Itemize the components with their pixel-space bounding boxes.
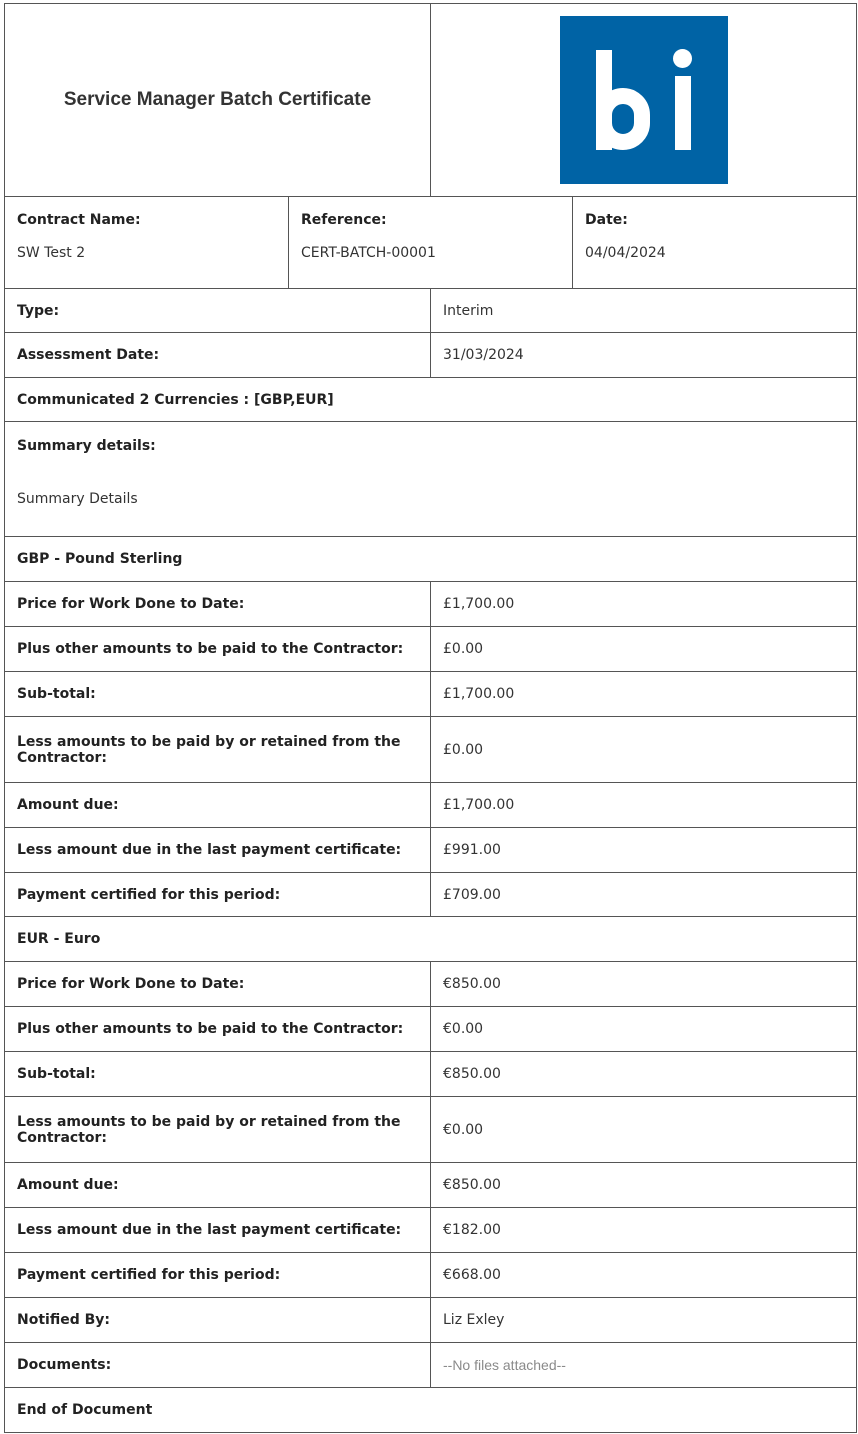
reference-cell bbox=[289, 197, 573, 288]
row-value: €182.00 bbox=[443, 1222, 501, 1238]
row-label: Sub-total: bbox=[5, 672, 431, 716]
date-label: Date: bbox=[585, 212, 628, 228]
assessment-date-value: 31/03/2024 bbox=[443, 347, 524, 363]
type-value: Interim bbox=[443, 302, 494, 319]
table-row bbox=[5, 1163, 856, 1208]
table-row bbox=[5, 873, 856, 917]
table-row bbox=[5, 1007, 856, 1052]
row-value: €0.00 bbox=[443, 1021, 484, 1037]
end-row bbox=[5, 1388, 856, 1432]
certificate-document bbox=[4, 3, 857, 1433]
row-value: £1,700.00 bbox=[443, 596, 515, 612]
contract-name-cell bbox=[5, 197, 289, 288]
row-value: €850.00 bbox=[443, 976, 501, 992]
row-value: €850.00 bbox=[443, 1177, 501, 1193]
row-label: Plus other amounts to be paid to the Contractor: bbox=[5, 1007, 431, 1051]
table-row bbox=[5, 717, 856, 783]
eur-heading-row bbox=[5, 917, 856, 962]
row-label: Less amount due in the last payment certificate: bbox=[5, 828, 431, 872]
documents-value: --No files attached-- bbox=[443, 1357, 566, 1373]
row-label: Sub-total: bbox=[5, 1052, 431, 1096]
assessment-date-label: Assessment Date: bbox=[5, 333, 431, 377]
row-label: Plus other amounts to be paid to the Contractor: bbox=[5, 627, 431, 671]
summary-value: Summary Details bbox=[17, 491, 138, 507]
eur-heading: EUR - Euro bbox=[17, 931, 101, 947]
row-value: £991.00 bbox=[443, 842, 501, 858]
bi-logo bbox=[560, 16, 728, 184]
currencies-line: Communicated 2 Currencies : [GBP,EUR] bbox=[17, 391, 334, 408]
table-row bbox=[5, 672, 856, 717]
gbp-heading: GBP - Pound Sterling bbox=[17, 551, 183, 567]
row-value: £1,700.00 bbox=[443, 686, 515, 702]
type-row bbox=[5, 289, 856, 333]
row-value: £1,700.00 bbox=[443, 797, 515, 813]
notified-by-value: Liz Exley bbox=[443, 1312, 505, 1328]
row-label: Amount due: bbox=[5, 1163, 431, 1207]
table-row bbox=[5, 1253, 856, 1298]
row-label: Payment certified for this period: bbox=[5, 873, 431, 916]
table-row bbox=[5, 1097, 856, 1163]
notified-by-label: Notified By: bbox=[5, 1298, 431, 1342]
assessment-row bbox=[5, 333, 856, 378]
row-label: Payment certified for this period: bbox=[5, 1253, 431, 1297]
reference-value: CERT-BATCH-00001 bbox=[301, 245, 436, 261]
row-label: Less amounts to be paid by or retained from the Contractor: bbox=[5, 1097, 431, 1162]
table-row bbox=[5, 962, 856, 1007]
gbp-heading-row bbox=[5, 537, 856, 582]
documents-row bbox=[5, 1343, 856, 1388]
end-of-document: End of Document bbox=[17, 1402, 153, 1418]
row-value: £0.00 bbox=[443, 641, 484, 657]
logo-cell bbox=[431, 4, 856, 196]
meta-row bbox=[5, 197, 856, 289]
table-row bbox=[5, 627, 856, 672]
page-title: Service Manager Batch Certificate bbox=[5, 4, 431, 196]
row-label: Less amount due in the last payment certificate: bbox=[5, 1208, 431, 1252]
documents-label: Documents: bbox=[5, 1343, 431, 1387]
table-row bbox=[5, 783, 856, 828]
row-value: £709.00 bbox=[443, 886, 501, 903]
row-label: Price for Work Done to Date: bbox=[5, 962, 431, 1006]
table-row bbox=[5, 1208, 856, 1253]
table-row bbox=[5, 582, 856, 627]
notified-row bbox=[5, 1298, 856, 1343]
summary-cell bbox=[5, 422, 856, 536]
row-label: Less amounts to be paid by or retained from the Contractor: bbox=[5, 717, 431, 782]
currencies-row bbox=[5, 378, 856, 422]
contract-name-value: SW Test 2 bbox=[17, 245, 86, 261]
reference-label: Reference: bbox=[301, 212, 387, 228]
date-cell bbox=[573, 197, 856, 288]
table-row bbox=[5, 1052, 856, 1097]
contract-name-label: Contract Name: bbox=[17, 212, 141, 228]
row-value: £0.00 bbox=[443, 741, 484, 758]
type-label: Type: bbox=[5, 289, 431, 332]
header-row bbox=[5, 4, 856, 197]
summary-row bbox=[5, 422, 856, 537]
date-value: 04/04/2024 bbox=[585, 245, 666, 261]
summary-label: Summary details: bbox=[17, 438, 156, 454]
row-value: €850.00 bbox=[443, 1066, 501, 1082]
row-value: €668.00 bbox=[443, 1267, 501, 1283]
table-row bbox=[5, 828, 856, 873]
row-label: Price for Work Done to Date: bbox=[5, 582, 431, 626]
row-label: Amount due: bbox=[5, 783, 431, 827]
row-value: €0.00 bbox=[443, 1121, 484, 1138]
